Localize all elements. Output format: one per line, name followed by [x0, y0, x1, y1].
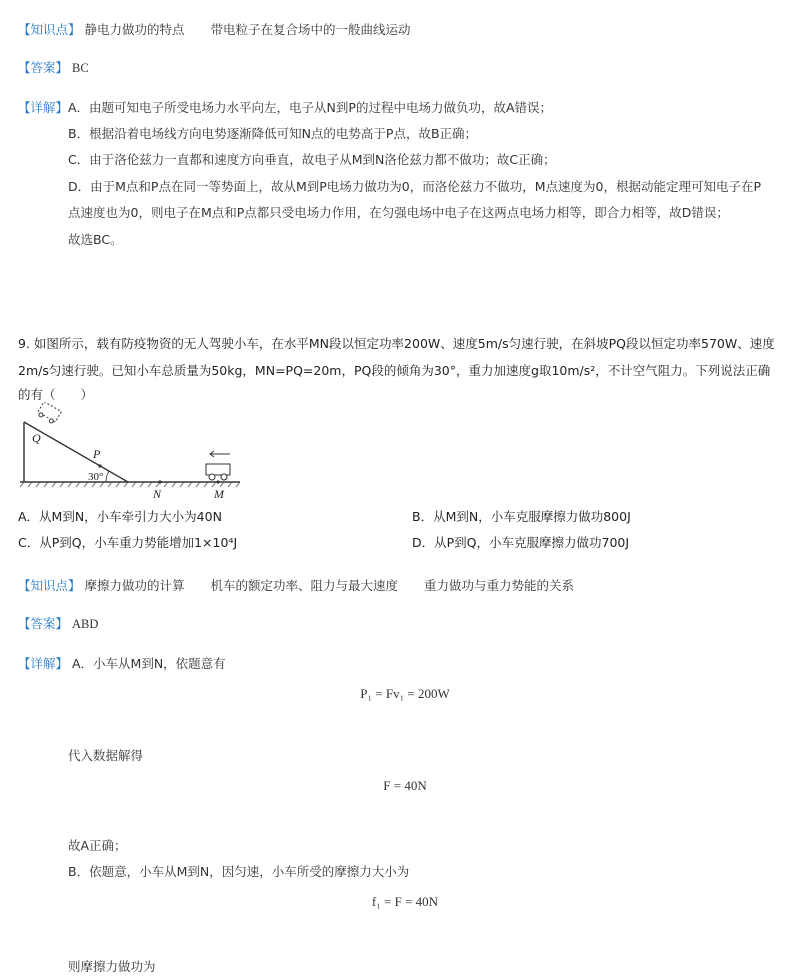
detail-line: B．依题意，小车从M到N，因匀速，小车所受的摩擦力大小为: [68, 864, 410, 879]
detail-line: A．由题可知电子所受电场力水平向左，电子从N到P的过程中电场力做负功，故A错误；: [68, 100, 552, 115]
knowledge-label: 【知识点】: [18, 22, 81, 37]
label-angle: 30°: [88, 471, 104, 483]
option-d[interactable]: D．从P到Q，小车克服摩擦力做功700J: [412, 535, 630, 550]
detail-q9: [18, 654, 226, 672]
knowledge-item[interactable]: 重力做功与重力势能的关系: [424, 578, 575, 593]
incline-figure: [14, 402, 250, 500]
detail-line: A．小车从M到N，依题意有: [72, 656, 226, 671]
question-line: 的有（ ）: [18, 387, 94, 402]
detail-label: 【详解】: [18, 656, 69, 671]
answer-label: 【答案】: [18, 60, 69, 75]
detail-label: 【详解】: [18, 100, 69, 115]
detail-label-prev: [18, 98, 68, 116]
answer-q9: [18, 614, 98, 632]
answer-value: ABD: [72, 617, 99, 631]
detail-line: 点速度也为0，则电子在M点和P点都只受电场力作用，在匀强电场中电子在这两点电场力相等，即合力相等，故D错误；: [68, 205, 729, 220]
formula-force: F = 40N: [383, 778, 427, 793]
answer-value: BC: [72, 61, 89, 75]
knowledge-item[interactable]: 机车的额定功率、阻力与最大速度: [210, 578, 399, 593]
question-line: 9. 如图所示，载有防疫物资的无人驾驶小车，在水平MN段以恒定功率200W、速度5m/s匀速行驶，在斜坡PQ段以恒定功率570W、速度: [18, 336, 775, 351]
formula-friction: f₁ = F = 40N: [371, 894, 439, 909]
knowledge-item[interactable]: 静电力做功的特点: [84, 22, 185, 37]
knowledge-points-q9: [18, 576, 596, 594]
option-c[interactable]: C．从P到Q，小车重力势能增加1×10⁴J: [18, 535, 238, 550]
label-Q: Q: [32, 431, 41, 445]
label-P: P: [93, 447, 101, 461]
question-line: 2m/s匀速行驶。已知小车总质量为50kg，MN=PQ=20m，PQ段的倾角为30°，重力加速度g取10m/s²，不计空气阻力。下列说法正确: [18, 363, 771, 378]
detail-line: 则摩擦力做功为: [68, 959, 156, 974]
knowledge-item[interactable]: 带电粒子在复合场中的一般曲线运动: [210, 22, 411, 37]
formula-power: P₁ = Fv₁ = 200W: [360, 686, 450, 701]
label-N: N: [153, 487, 162, 500]
answer-label: 【答案】: [18, 616, 69, 631]
detail-line: B．根据沿着电场线方向电势逐渐降低可知N点的电势高于P点，故B正确；: [68, 126, 478, 141]
knowledge-label: 【知识点】: [18, 578, 81, 593]
answer-prev: [18, 58, 89, 76]
detail-line: 故选BC。: [68, 232, 123, 247]
detail-line: C．由于洛伦兹力一直都和速度方向垂直，故电子从M到N洛伦兹力都不做功；故C正确；: [68, 152, 556, 167]
detail-line: D．由于M点和P点在同一等势面上，故从M到P电场力做功为0，而洛伦兹力不做功，M点速度为0，根据动能定理可知电子在P: [68, 179, 762, 194]
detail-line: 故A正确；: [68, 838, 127, 853]
option-a[interactable]: A．从M到N，小车牵引力大小为40N: [18, 509, 222, 524]
option-b[interactable]: B．从M到N，小车克服摩擦力做功800J: [412, 509, 631, 524]
label-M: M: [214, 487, 224, 500]
knowledge-item[interactable]: 摩擦力做功的计算: [84, 578, 185, 593]
knowledge-points-prev: [18, 20, 433, 38]
detail-line: 代入数据解得: [68, 748, 144, 763]
